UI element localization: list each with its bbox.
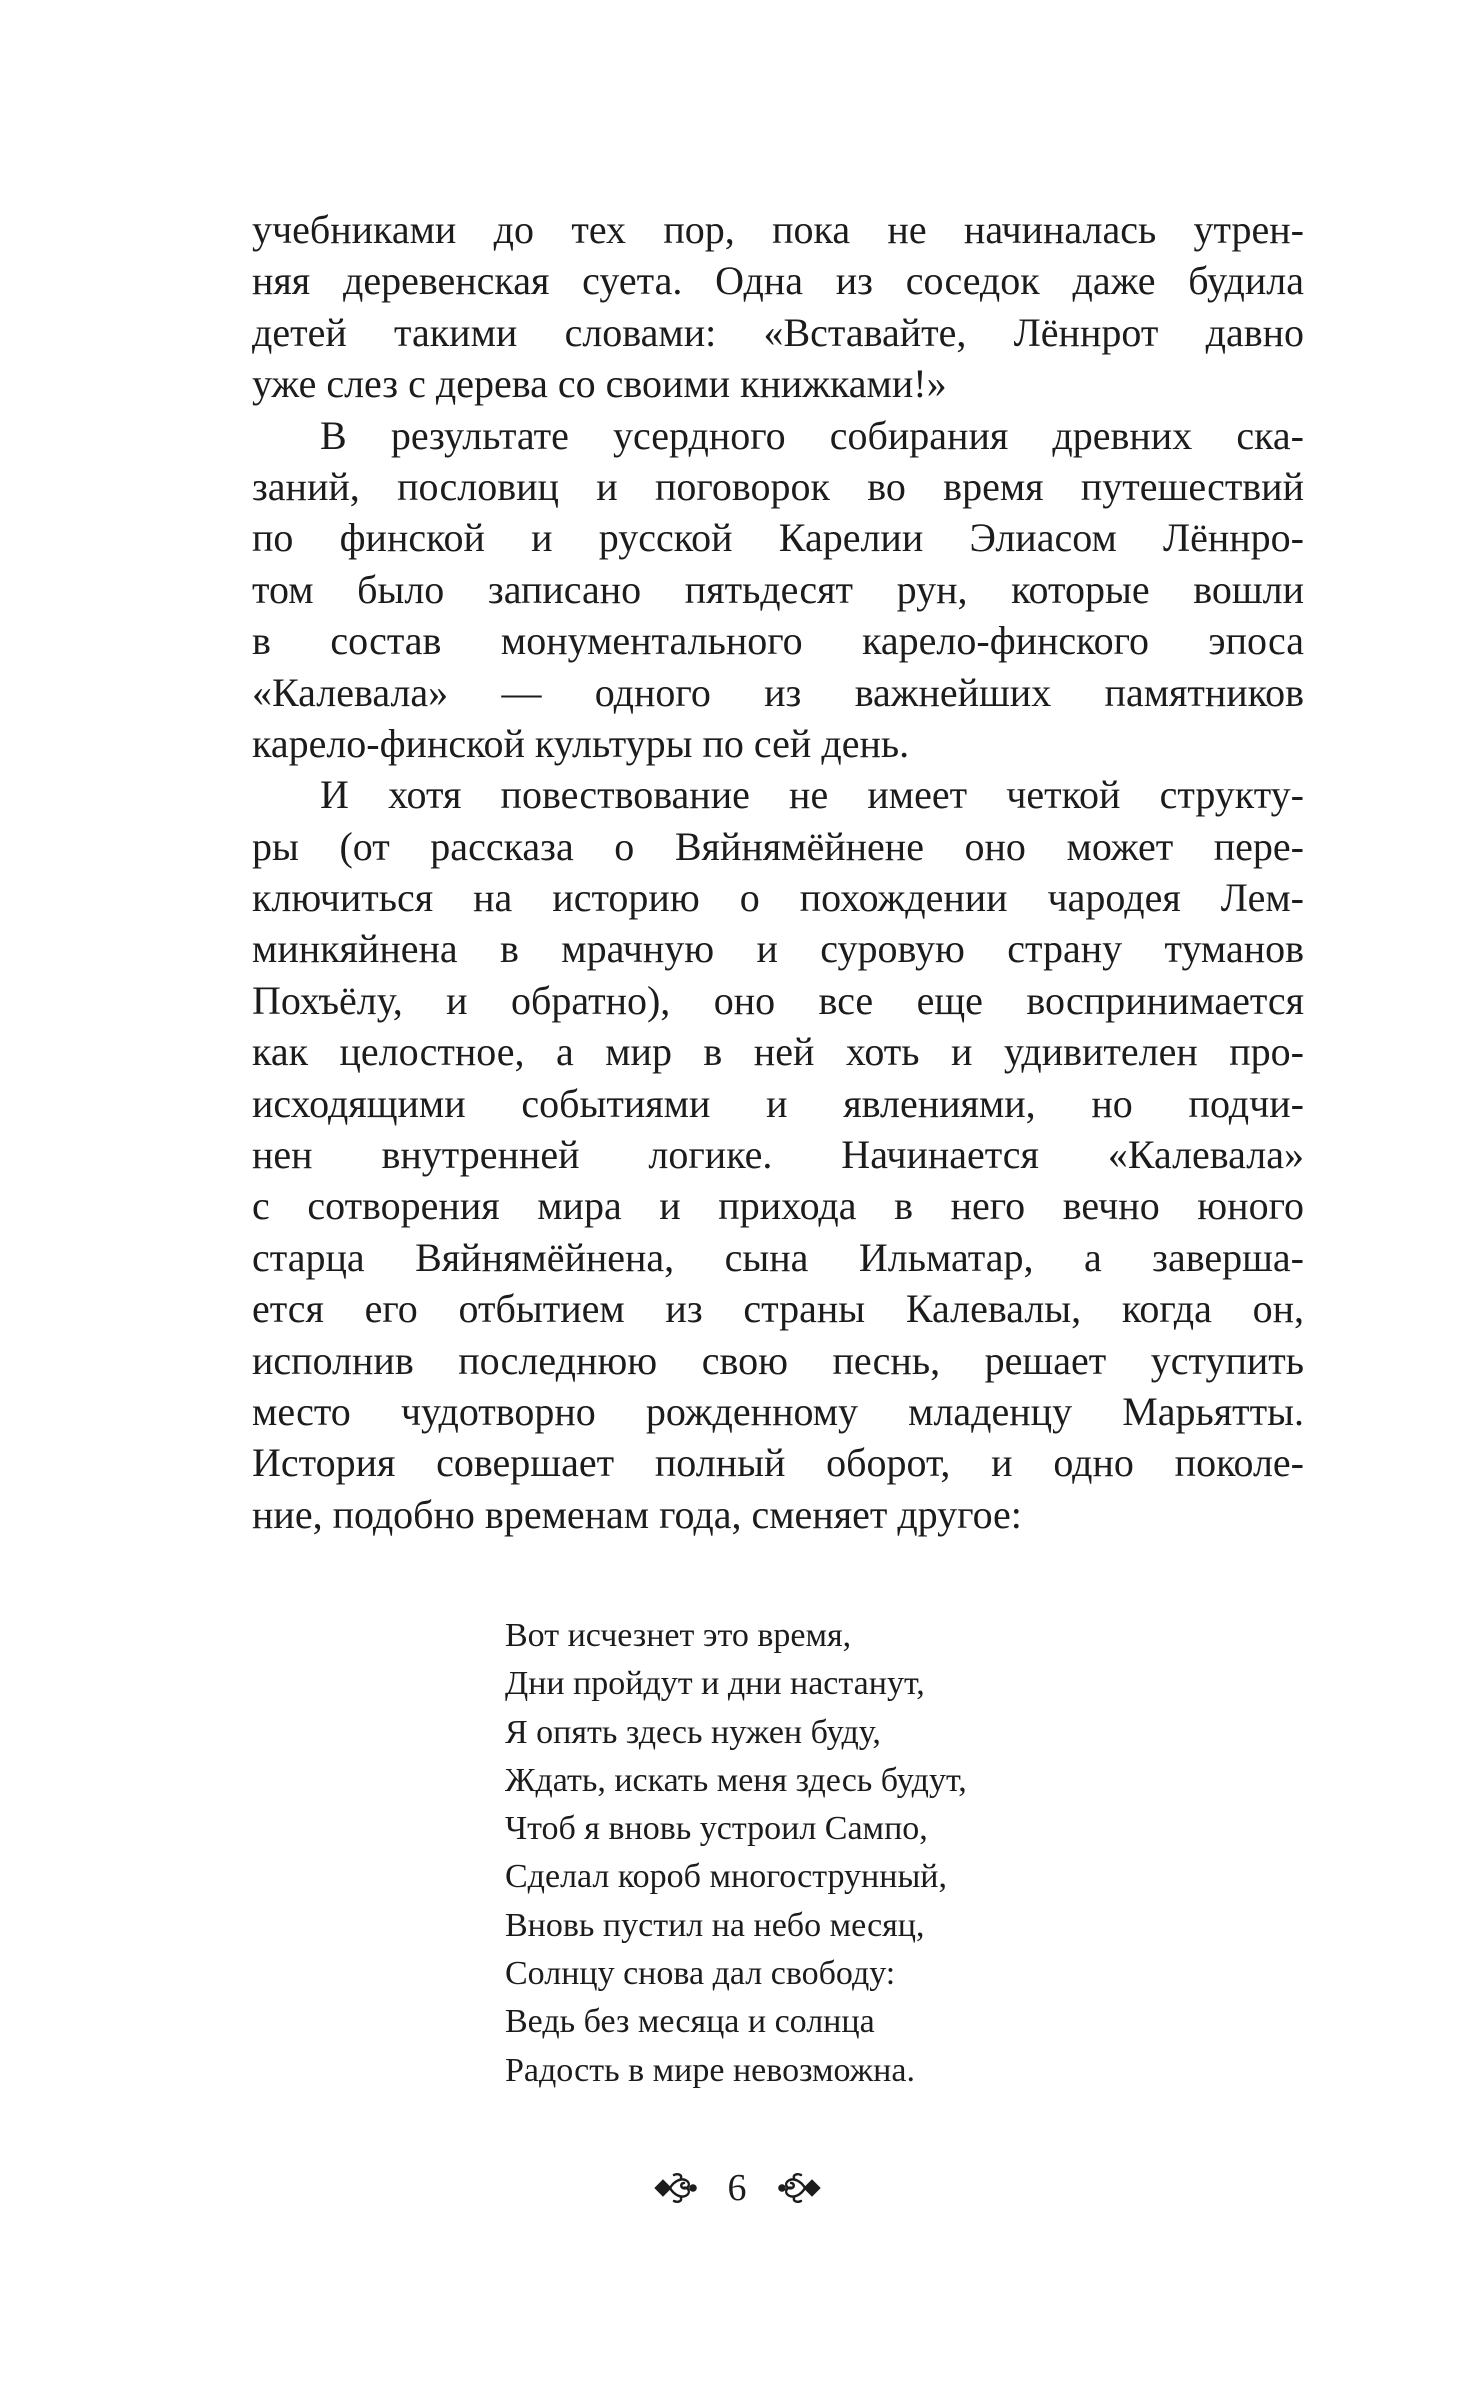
text-line: И хотя повествование не имеет четкой структу- [320,772,1304,818]
text-line: по финской и русской Карелии Элиасом Лённро- [252,515,1304,561]
text-line: исходящими событиями и явлениями, но подчи- [252,1080,1304,1126]
text-line: Похъёлу, и обратно), оно все еще воспринимается [252,977,1304,1023]
text-line: место чудотворно рожденному младенцу Марьятты. [252,1388,1304,1434]
text-line: ется его отбытием из страны Калевалы, когда он, [252,1286,1304,1332]
text-line: ние, подобно временам года, сменяет другое: [252,1491,1022,1537]
text-line: том было записано пятьдесят рун, которые вошли [252,566,1304,612]
text-line: с сотворения мира и прихода в него вечно юного [252,1183,1304,1229]
text-line: В результате усердного собирания древних ска- [320,412,1304,458]
verse-line: Дни пройдут и дни настанут, [505,1665,925,1703]
text-line: История совершает полный оборот, и одно поколе- [252,1440,1304,1486]
verse-line: Ведь без месяца и солнца [505,2003,875,2041]
verse-line: Вновь пустил на небо месяц, [505,1906,925,1944]
fleuron-left-icon [652,2169,698,2207]
prose-text [252,204,1304,1540]
page-number: 6 [727,2167,747,2209]
text-line: минкяйнена в мрачную и суровую страну туманов [252,926,1304,972]
verse-line: Вот исчезнет это время, [505,1617,852,1654]
verse-line: Я опять здесь нужен буду, [505,1713,881,1751]
verse-line: Чтоб я вновь устроил Сампо, [505,1810,928,1848]
text-line: как целостное, а мир в ней хоть и удивителен про- [252,1029,1304,1075]
verse-line: Радость в мире невозможна. [505,2051,915,2089]
verse-line: Сделал короб многострунный, [505,1858,947,1896]
text-line: карело-финской культуры по сей день. [252,720,910,766]
text-line: в состав монументального карело-финского эпоса [252,618,1304,664]
text-line: учебниками до тех пор, пока не начиналась утрен- [252,207,1304,252]
text-line: детей такими словами: «Вставайте, Лённрот давно [252,309,1304,355]
text-line: заний, пословиц и поговорок во время путешествий [252,463,1304,509]
verse-line: Солнцу снова дал свободу: [505,1955,896,1993]
text-line: уже слез с дерева со своими книжками!» [252,361,947,407]
text-line: няя деревенская суета. Одна из соседок даже будила [252,258,1304,304]
text-line: ры (от рассказа о Вяйнямёйнене оно может пере- [252,823,1304,869]
verse-quote [505,1612,967,2095]
text-line: нен внутренней логике. Начинается «Калевала» [252,1132,1304,1178]
text-line: ключиться на историю о похождении чародея Лем- [252,875,1304,921]
fleuron-right-icon [777,2169,823,2207]
text-line: «Калевала» — одного из важнейших памятников [252,669,1304,715]
text-line: исполнив последнюю свою песнь, решает уступить [252,1337,1304,1383]
text-line: старца Вяйнямёйнена, сына Ильматар, а заверша- [252,1234,1304,1280]
verse-line: Ждать, искать меня здесь будут, [505,1761,967,1799]
page-footer [0,2165,1474,2211]
